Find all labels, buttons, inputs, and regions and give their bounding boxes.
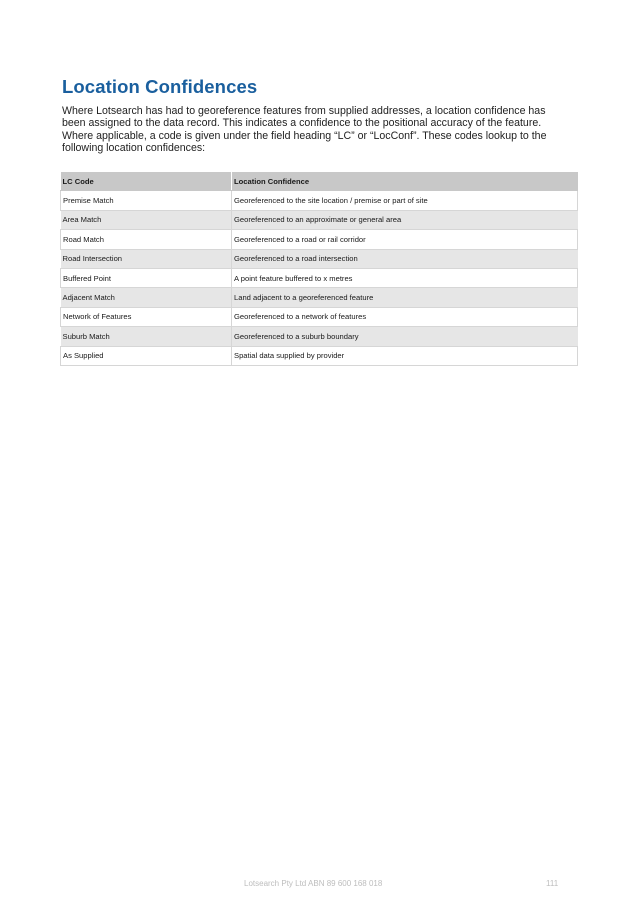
column-header-location-confidence: Location Confidence	[232, 172, 578, 191]
column-header-lc-code: LC Code	[61, 172, 232, 191]
location-confidence-cell: Spatial data supplied by provider	[232, 346, 578, 365]
lc-code-cell: Adjacent Match	[61, 288, 232, 307]
lc-code-cell: Road Match	[61, 230, 232, 249]
location-confidence-cell: A point feature buffered to x metres	[232, 268, 578, 287]
location-confidence-cell: Georeferenced to a road intersection	[232, 249, 578, 268]
location-confidence-cell: Georeferenced to an approximate or general area	[232, 210, 578, 229]
table-row	[61, 191, 578, 210]
location-confidence-cell: Georeferenced to a network of features	[232, 307, 578, 326]
page-number: 111	[546, 879, 559, 888]
location-confidence-cell: Land adjacent to a georeferenced feature	[232, 288, 578, 307]
lc-code-cell: Suburb Match	[61, 327, 232, 346]
table-row	[61, 327, 578, 346]
table-row	[61, 307, 578, 326]
table-row	[61, 288, 578, 307]
table-row	[61, 346, 578, 365]
table-header-row	[61, 172, 578, 191]
footer-company: Lotsearch Pty Ltd ABN 89 600 168 018	[244, 879, 383, 888]
location-confidence-cell: Georeferenced to a suburb boundary	[232, 327, 578, 346]
page-title: Location Confidences	[62, 76, 258, 97]
table-row	[61, 249, 578, 268]
location-confidence-cell: Georeferenced to a road or rail corridor	[232, 230, 578, 249]
table-row	[61, 230, 578, 249]
table-row	[61, 210, 578, 229]
lc-code-cell: Area Match	[61, 210, 232, 229]
lc-code-cell: As Supplied	[61, 346, 232, 365]
intro-paragraph: Where Lotsearch has had to georeference features from supplied addresses, a location confidence has been assigned to the data record. This indicates a confidence to the positional accuracy of the feature. Where applicable, a code is given under the field heading “LC” or “LocConf”. These codes lookup to the following location confidences:	[62, 105, 547, 155]
lc-code-cell: Network of Features	[61, 307, 232, 326]
lc-code-cell: Premise Match	[61, 191, 232, 210]
lc-code-cell: Road Intersection	[61, 249, 232, 268]
location-confidence-cell: Georeferenced to the site location / premise or part of site	[232, 191, 578, 210]
location-confidence-table	[60, 172, 578, 366]
lc-code-cell: Buffered Point	[61, 268, 232, 287]
table-row	[61, 268, 578, 287]
